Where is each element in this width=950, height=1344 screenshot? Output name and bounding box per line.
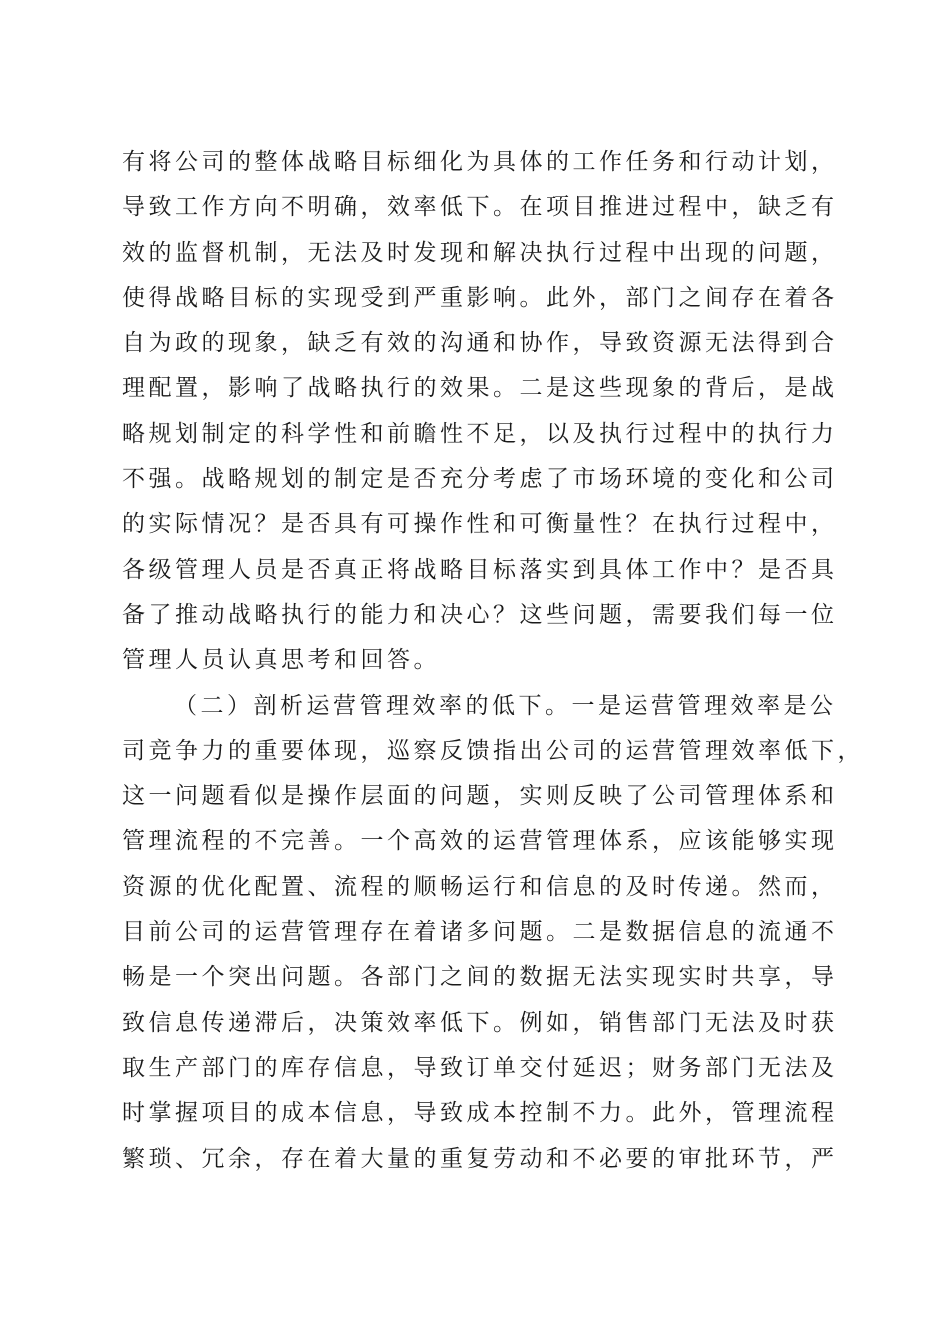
text-line: 备了推动战略执行的能力和决心？这些问题，需要我们每一位 (122, 601, 838, 628)
text-line: 自为政的现象，缺乏有效的沟通和协作，导致资源无法得到合 (122, 330, 838, 357)
text-line: 有将公司的整体战略目标细化为具体的工作任务和行动计划， (122, 149, 838, 175)
section-heading-line: （二）剖析运营管理效率的低下。一是运营管理效率是公 (174, 692, 837, 719)
text-line: 司竞争力的重要体现，巡察反馈指出公司的运营管理效率低下， (122, 737, 864, 764)
text-line: 繁琐、冗余，存在着大量的重复劳动和不必要的审批环节，严 (122, 1145, 838, 1172)
text-line: 导致工作方向不明确，效率低下。在项目推进过程中，缺乏有 (122, 194, 838, 221)
text-line: 畅是一个突出问题。各部门之间的数据无法实现实时共享，导 (122, 964, 838, 991)
text-line: 效的监督机制，无法及时发现和解决执行过程中出现的问题， (122, 239, 838, 266)
text-line: 使得战略目标的实现受到严重影响。此外，部门之间存在着各 (122, 284, 838, 311)
text-line: 各级管理人员是否真正将战略目标落实到具体工作中？是否具 (122, 556, 838, 583)
text-line: 这一问题看似是操作层面的问题，实则反映了公司管理体系和 (122, 783, 838, 810)
text-line: 管理人员认真思考和回答。 (122, 647, 440, 674)
text-line: 的实际情况？是否具有可操作性和可衡量性？在执行过程中， (122, 511, 838, 538)
text-line: 致信息传递滞后，决策效率低下。例如，销售部门无法及时获 (122, 1009, 838, 1036)
text-line: 管理流程的不完善。一个高效的运营管理体系，应该能够实现 (122, 828, 838, 855)
text-line: 目前公司的运营管理存在着诸多问题。二是数据信息的流通不 (122, 919, 838, 946)
text-line: 资源的优化配置、流程的顺畅运行和信息的及时传递。然而， (122, 873, 838, 900)
text-line: 时掌握项目的成本信息，导致成本控制不力。此外，管理流程 (122, 1100, 838, 1127)
text-line: 取生产部门的库存信息，导致订单交付延迟；财务部门无法及 (122, 1054, 838, 1081)
text-line: 不强。战略规划的制定是否充分考虑了市场环境的变化和公司 (122, 466, 838, 493)
text-line: 略规划制定的科学性和前瞻性不足，以及执行过程中的执行力 (122, 420, 838, 447)
body-text (122, 140, 864, 1182)
text-line: 理配置，影响了战略执行的效果。二是这些现象的背后，是战 (122, 375, 838, 402)
